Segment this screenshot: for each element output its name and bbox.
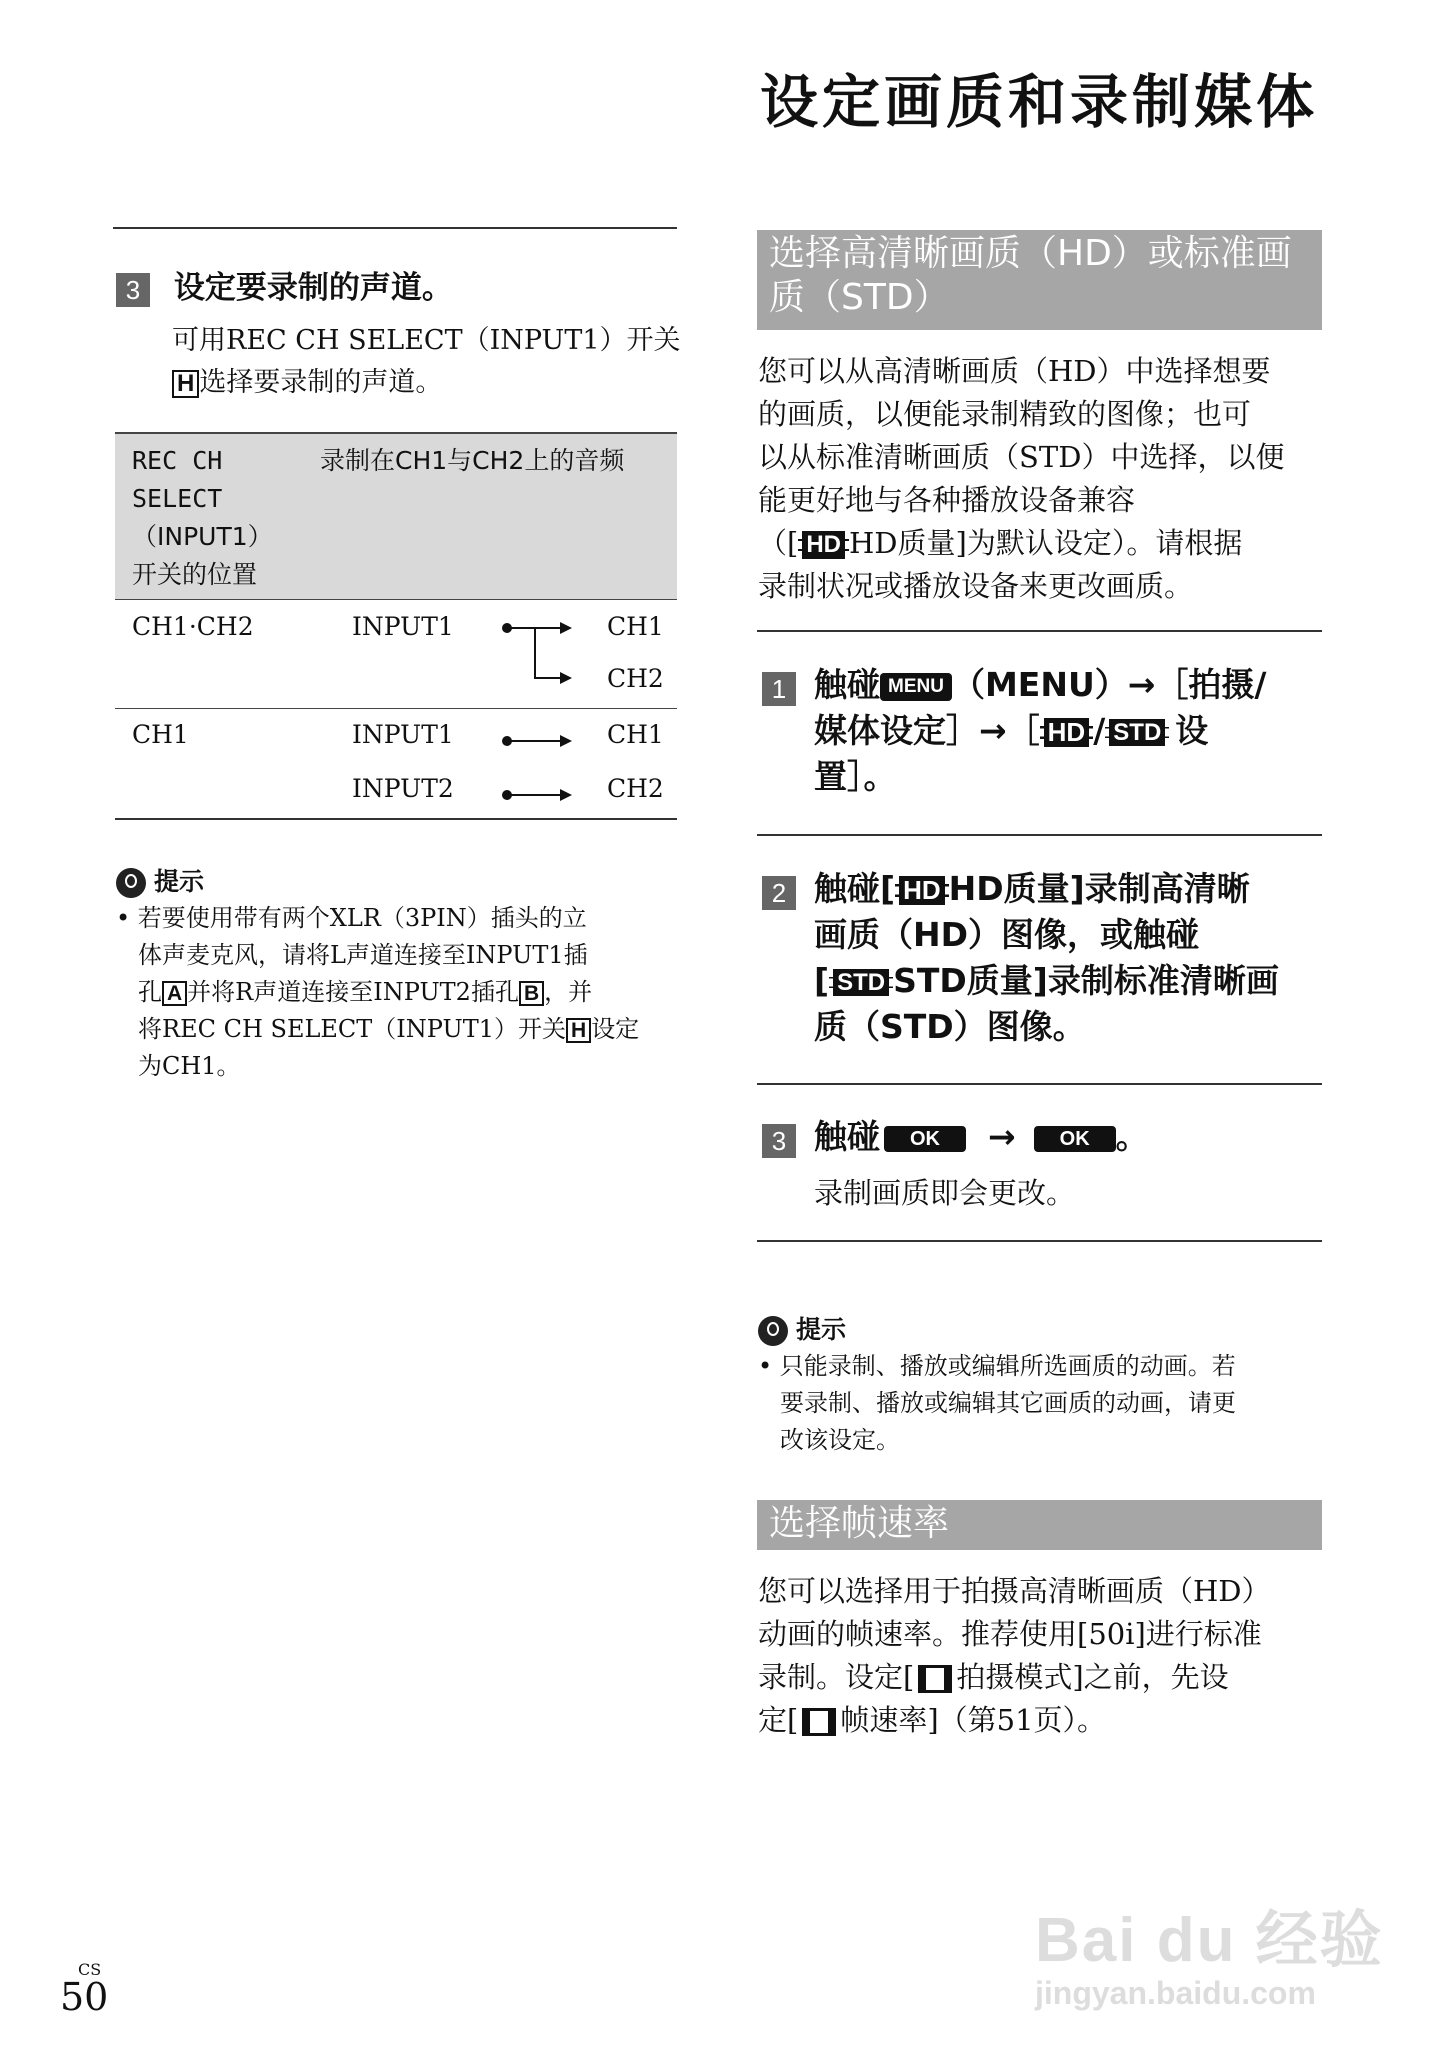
step-text: HD质量]录制高清晰 bbox=[948, 869, 1250, 908]
hint-text: 将REC CH SELECT（INPUT1）开关 bbox=[138, 1015, 567, 1043]
desc-line: 可用REC CH SELECT（INPUT1）开关 bbox=[172, 325, 681, 356]
body-text: HD质量]为默认设定）。请根据 bbox=[849, 526, 1243, 560]
step-2 bbox=[762, 866, 1322, 1050]
menu-button[interactable]: MENU bbox=[880, 673, 952, 701]
step-3 bbox=[762, 1114, 1322, 1216]
body-line: 的画质，以便能录制精致的图像；也可 bbox=[758, 397, 1252, 431]
connector-line bbox=[507, 740, 562, 742]
hint-line bbox=[116, 1011, 686, 1048]
step-text: 。 bbox=[1115, 1117, 1149, 1156]
hint-line: 体声麦克风，请将L声道连接至INPUT1插 bbox=[138, 941, 588, 969]
section-header-frame-rate: 选择帧速率 bbox=[757, 1500, 1322, 1550]
table-row-divider bbox=[115, 599, 677, 600]
arrow-icon bbox=[560, 672, 572, 684]
section-header-quality bbox=[757, 230, 1322, 330]
arrow-icon bbox=[560, 789, 572, 801]
page-number: 50 bbox=[60, 1975, 109, 2019]
body-text: （[ bbox=[758, 526, 799, 560]
jack-b-label: B bbox=[519, 981, 544, 1006]
body-text: 定[ bbox=[758, 1703, 799, 1737]
section-title-line: 选择高清晰画质（HD）或标准画 bbox=[769, 233, 1292, 274]
divider bbox=[757, 1240, 1322, 1242]
hint-label: 提示 bbox=[795, 1315, 846, 1344]
hd-quality-icon: HD bbox=[1040, 718, 1094, 748]
hint-body bbox=[758, 1348, 1328, 1459]
ok-button[interactable]: OK bbox=[1034, 1126, 1116, 1152]
step-1 bbox=[762, 662, 1322, 800]
step-text: 触碰 bbox=[814, 665, 880, 704]
step-title: 设定要录制的声道。 bbox=[173, 270, 453, 306]
table-bottom-border bbox=[115, 818, 677, 820]
step-text: [ bbox=[814, 961, 830, 1000]
header-line: （INPUT1） bbox=[132, 522, 273, 551]
language-code: CS bbox=[78, 1960, 102, 1979]
body-line: 您可以从高清晰画质（HD）中选择想要 bbox=[758, 354, 1271, 388]
body-line: 动画的帧速率。推荐使用[50i]进行标准 bbox=[758, 1617, 1262, 1651]
film-icon bbox=[802, 1708, 836, 1736]
std-quality-icon: STD bbox=[829, 969, 893, 997]
baidu-watermark: Bai du 经验 bbox=[1035, 1906, 1384, 1975]
divider bbox=[757, 630, 1322, 632]
step-text: / bbox=[1093, 711, 1106, 750]
step-text: 质（STD）图像。 bbox=[814, 1007, 1086, 1046]
table-cell-output: CH2 bbox=[607, 664, 664, 693]
step-text: 画质（HD）图像，或触碰 bbox=[814, 915, 1200, 954]
hint-text: 只能录制、播放或编辑所选画质的动画。若 bbox=[779, 1352, 1236, 1380]
body-line: 以从标准清晰画质（STD）中选择，以便 bbox=[758, 440, 1285, 474]
hint-text: ，并 bbox=[544, 978, 593, 1006]
step-number: 3 bbox=[762, 1124, 796, 1158]
step-number: 3 bbox=[116, 273, 150, 307]
step-3-result: 录制画质即会更改。 bbox=[814, 1176, 1076, 1210]
header-line: SELECT bbox=[132, 484, 223, 513]
table-cell-output: CH1 bbox=[607, 720, 664, 749]
hint-line: • 只能录制、播放或编辑所选画质的动画。若 bbox=[758, 1352, 1236, 1380]
hint-line: 改该设定。 bbox=[780, 1426, 900, 1454]
step-text: 触碰[ bbox=[814, 869, 896, 908]
step-text: 置］。 bbox=[814, 757, 897, 796]
step-text: 设 bbox=[1175, 711, 1209, 750]
header-line: 开关的位置 bbox=[132, 560, 258, 589]
section-title-line: 质（STD） bbox=[769, 277, 950, 318]
table-cell-input: INPUT2 bbox=[352, 774, 454, 803]
body-line bbox=[758, 1656, 1328, 1699]
connector-branch bbox=[534, 627, 536, 677]
step-text: 触碰 bbox=[814, 1117, 880, 1156]
hint-line: 为CH1。 bbox=[138, 1052, 241, 1080]
hint-body bbox=[116, 900, 686, 1085]
hint-text: 并将R声道连接至INPUT2插孔 bbox=[187, 978, 519, 1006]
h-switch-label: H bbox=[566, 1018, 591, 1043]
table-header-col2: 录制在CH1与CH2上的音频 bbox=[320, 446, 625, 475]
hint-line: • 若要使用带有两个XLR（3PIN）插头的立 bbox=[116, 904, 587, 932]
table-cell-output: CH2 bbox=[607, 774, 664, 803]
table-cell-position: CH1 bbox=[132, 720, 189, 749]
hint-text: 若要使用带有两个XLR（3PIN）插头的立 bbox=[137, 904, 587, 932]
body-text: 拍摄模式]之前，先设 bbox=[956, 1660, 1229, 1694]
body-line bbox=[758, 1699, 1328, 1742]
arrow-text: → bbox=[988, 1117, 1016, 1156]
table-cell-input: INPUT1 bbox=[352, 612, 454, 641]
ok-button[interactable]: OK bbox=[884, 1126, 966, 1152]
table-cell-output: CH1 bbox=[607, 612, 664, 641]
body-text: 录制。设定[ bbox=[758, 1660, 915, 1694]
hint-text: 孔 bbox=[138, 978, 162, 1006]
desc-line bbox=[172, 362, 682, 404]
jack-a-label: A bbox=[162, 981, 187, 1006]
step-number: 1 bbox=[762, 672, 796, 706]
hd-quality-icon: HD bbox=[895, 876, 949, 906]
body-line: 录制状况或播放设备来更改画质。 bbox=[758, 569, 1194, 603]
table-row-divider bbox=[115, 708, 677, 709]
step-text: STD质量]录制标准清晰画 bbox=[893, 961, 1279, 1000]
section-frame-rate-body bbox=[758, 1570, 1328, 1742]
table-cell-position: CH1·CH2 bbox=[132, 612, 254, 641]
lightbulb-icon bbox=[758, 1316, 788, 1346]
step-3-heading bbox=[116, 262, 453, 307]
connector-line bbox=[507, 794, 562, 796]
lightbulb-icon bbox=[116, 868, 146, 898]
table-cell-input: INPUT1 bbox=[352, 720, 454, 749]
divider bbox=[113, 227, 677, 229]
page-title: 设定画质和录制媒体 bbox=[760, 68, 1319, 136]
divider bbox=[757, 834, 1322, 836]
baidu-watermark-url: jingyan.baidu.com bbox=[1035, 1975, 1316, 2011]
hint-label: 提示 bbox=[153, 867, 204, 896]
step-3-description bbox=[172, 320, 682, 404]
hd-quality-icon: HD bbox=[798, 531, 849, 559]
body-text: 帧速率]（第51页）。 bbox=[840, 1703, 1107, 1737]
step-text: （MENU）→［拍摄/ bbox=[951, 665, 1267, 704]
section-quality-body bbox=[758, 350, 1328, 608]
body-line: 能更好地与各种播放设备兼容 bbox=[758, 483, 1136, 517]
divider bbox=[757, 1083, 1322, 1085]
h-switch-label: H bbox=[172, 370, 199, 398]
connector-line bbox=[534, 677, 562, 679]
arrow-icon bbox=[560, 622, 572, 634]
hint-line bbox=[116, 974, 686, 1011]
header-line: REC CH bbox=[132, 446, 223, 475]
std-quality-icon: STD bbox=[1105, 719, 1169, 747]
desc-text: 选择要录制的声道。 bbox=[199, 367, 443, 398]
step-number: 2 bbox=[762, 876, 796, 910]
hint-heading bbox=[116, 862, 204, 898]
hint-line: 要录制、播放或编辑其它画质的动画，请更 bbox=[780, 1389, 1236, 1417]
hint-heading bbox=[758, 1310, 846, 1346]
arrow-icon bbox=[560, 735, 572, 747]
hint-text: 设定 bbox=[591, 1015, 640, 1043]
body-line: 您可以选择用于拍摄高清晰画质（HD） bbox=[758, 1574, 1271, 1608]
body-line bbox=[758, 522, 1328, 565]
step-text: 媒体设定］→［ bbox=[814, 711, 1040, 750]
table-header-col1 bbox=[132, 442, 273, 594]
film-icon bbox=[918, 1665, 952, 1693]
